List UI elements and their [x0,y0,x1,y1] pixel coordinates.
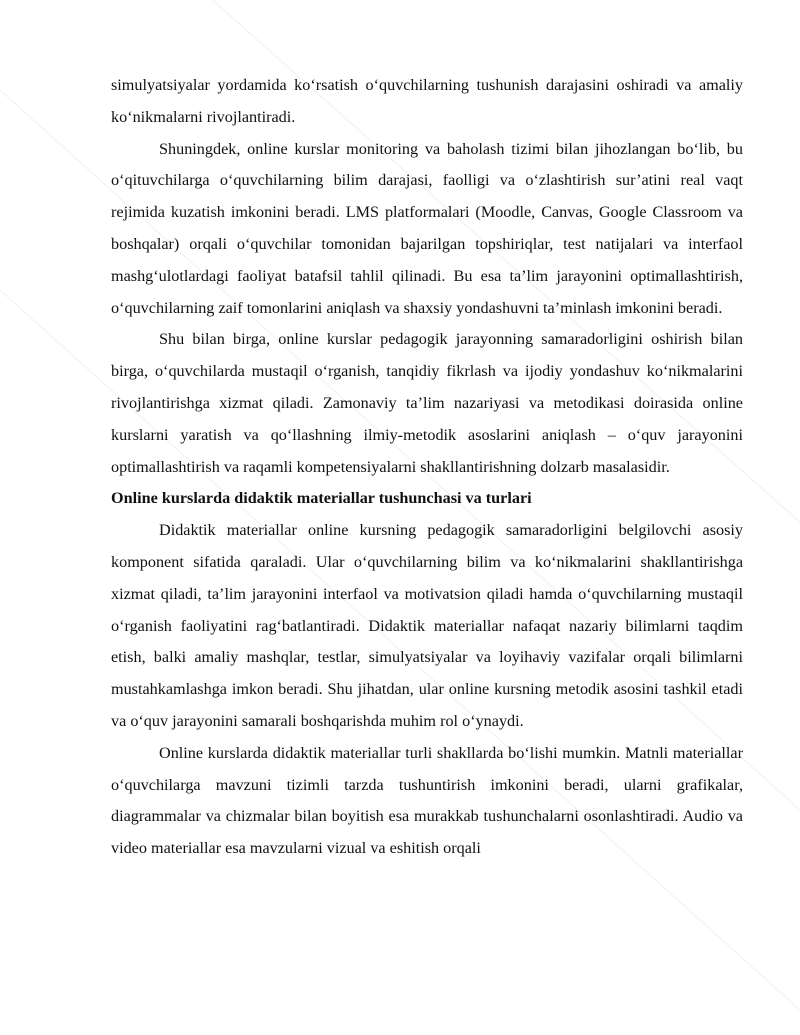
document-page [111,70,743,865]
section-heading: Online kurslarda didaktik materiallar tushunchasi va turlari [111,489,532,508]
paragraph-continuation: simulyatsiyalar yordamida ko‘rsatish o‘quvchilarning tushunish darajasini oshiradi va amaliy ko‘nikmalarni rivojlantiradi. [111,76,743,126]
paragraph-pedagogical-efficiency: Shu bilan birga, online kurslar pedagogik jarayonning samaradorligini oshirish bilan birga, o‘quvchilarda mustaqil o‘rganish, tanqidiy fikrlash va ijodiy yondashuv ko‘nikmalarini rivojlantirishga xizmat qiladi. Zamonaviy ta’lim nazariyasi va metodikasi doirasida online kurslarni yaratish va qo‘llashning ilmiy-metodik asoslarini aniqlash – o‘quv jarayonini optimallashtirish va raqamli kompetensiyalarni shakllantirishning dolzarb masalasidir. [111,330,743,476]
paragraph-monitoring: Shuningdek, online kurslar monitoring va baholash tizimi bilan jihozlangan bo‘lib, bu o‘qituvchilarga o‘quvchilarning bilim darajasi, faolligi va o‘zlashtirish sur’atini real vaqt rejimida kuzatish imkonini beradi. LMS platformalari (Moodle, Canvas, Google Classroom va boshqalar) orqali o‘quvchilar tomonidan bajarilgan topshiriqlar, test natijalari va interfaol mashg‘ulotlardagi faoliyat batafsil tahlil qilinadi. Bu esa ta’lim jarayonini optimallashtirish, o‘quvchilarning zaif tomonlarini aniqlash va shaxsiy yondashuvni ta’minlash imkonini beradi. [111,139,743,317]
paragraph-material-forms: Online kurslarda didaktik materiallar turli shakllarda bo‘lishi mumkin. Matnli materiallar o‘quvchilarga mavzuni tizimli tarzda tushuntirish imkonini beradi, ularni grafikalar, diagrammalar va chizmalar bilan boyitish esa murakkab tushunchalarni osonlashtiradi. Audio va video materiallar esa mavzularni vizual va eshitish orqali [111,743,743,858]
paragraph-didactic-materials: Didaktik materiallar online kursning pedagogik samaradorligini belgilovchi asosiy komponent sifatida qaraladi. Ular o‘quvchilarning bilim va ko‘nikmalarini shakllantirishga xizmat qiladi, ta’lim jarayonini interfaol va motivatsion qiladi hamda o‘quvchilarning mustaqil o‘rganish faoliyatini rag‘batlantiradi. Didaktik materiallar nafaqat nazariy bilimlarni taqdim etish, balki amaliy mashqlar, testlar, simulyatsiyalar va loyihaviy vazifalar orqali bilimlarni mustahkamlashga imkon beradi. Shu jihatdan, ular online kursning metodik asosini tashkil etadi va o‘quv jarayonini samarali boshqarishda muhim rol o‘ynaydi. [111,521,743,730]
